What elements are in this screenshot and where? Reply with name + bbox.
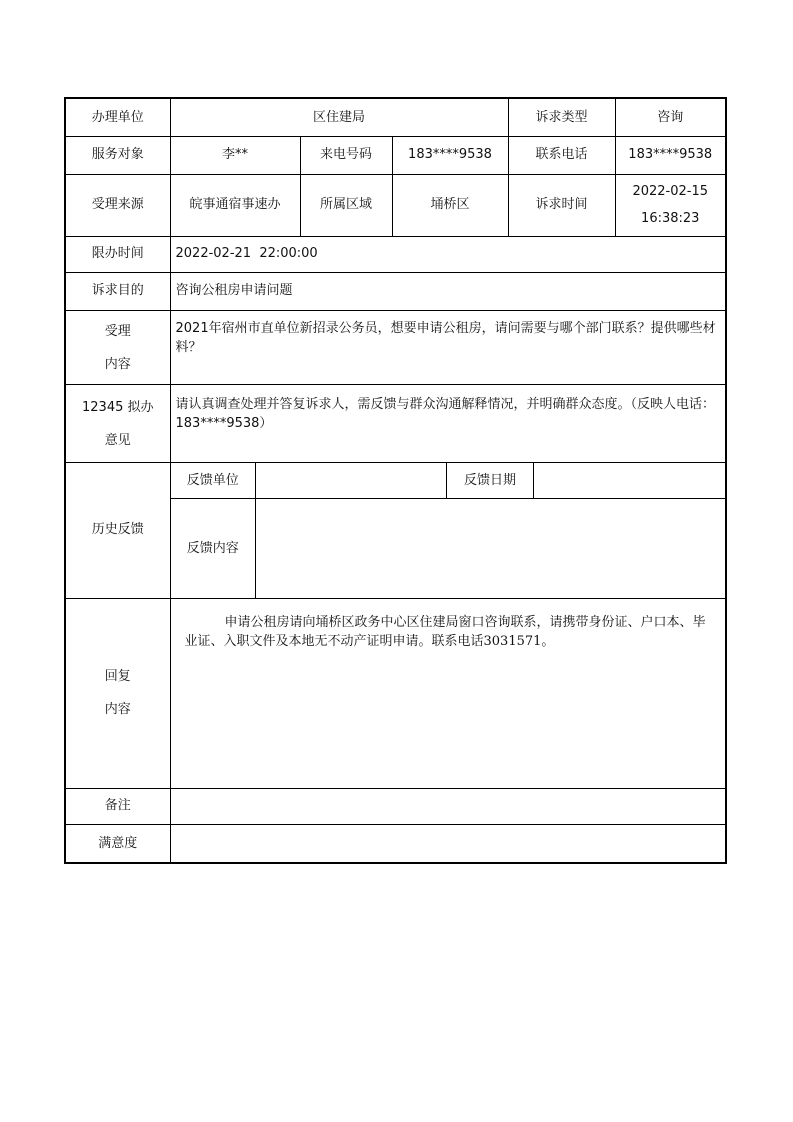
opinion-label-line2: 意见 bbox=[104, 433, 131, 448]
history-row-unit-date bbox=[171, 463, 727, 499]
region-label: 所属区域 bbox=[300, 174, 392, 236]
request-type-value: 咨询 bbox=[615, 98, 726, 136]
row-opinion bbox=[65, 384, 726, 462]
row-purpose bbox=[65, 272, 726, 310]
request-time-label: 诉求时间 bbox=[508, 174, 615, 236]
region-value: 埇桥区 bbox=[392, 174, 508, 236]
complaint-form-table bbox=[64, 97, 727, 864]
service-target-value: 李** bbox=[170, 136, 300, 174]
row-remark bbox=[65, 788, 726, 824]
reply-label-line1: 回复 bbox=[104, 668, 131, 684]
satisfaction-label: 满意度 bbox=[65, 824, 170, 863]
feedback-unit-label: 反馈单位 bbox=[171, 463, 256, 499]
row-satisfaction bbox=[65, 824, 726, 863]
service-target-label: 服务对象 bbox=[65, 136, 170, 174]
history-feedback-table bbox=[171, 463, 727, 598]
history-feedback-label: 历史反馈 bbox=[65, 462, 170, 598]
feedback-content-label: 反馈内容 bbox=[171, 499, 256, 598]
feedback-content-value bbox=[256, 499, 727, 598]
remark-label: 备注 bbox=[65, 788, 170, 824]
contact-phone-value: 183****9538 bbox=[615, 136, 726, 174]
handling-unit-value: 区住建局 bbox=[170, 98, 508, 136]
feedback-unit-value bbox=[256, 463, 447, 499]
remark-value bbox=[170, 788, 726, 824]
row-reply bbox=[65, 598, 726, 788]
request-type-label: 诉求类型 bbox=[508, 98, 615, 136]
row-source bbox=[65, 174, 726, 236]
handling-unit-label: 办理单位 bbox=[65, 98, 170, 136]
row-history-feedback bbox=[65, 462, 726, 598]
source-value: 皖事通宿事速办 bbox=[170, 174, 300, 236]
accepted-content-label bbox=[65, 310, 170, 384]
opinion-label bbox=[65, 384, 170, 462]
purpose-value: 咨询公租房申请问题 bbox=[170, 272, 726, 310]
caller-number-label: 来电号码 bbox=[300, 136, 392, 174]
row-service-target bbox=[65, 136, 726, 174]
accepted-content-label-line1: 受理 bbox=[104, 323, 131, 339]
request-time-clock: 16:38:23 bbox=[641, 210, 700, 226]
request-time-value bbox=[615, 174, 726, 236]
deadline-value: 2022-02-21 22:00:00 bbox=[170, 236, 726, 272]
purpose-label: 诉求目的 bbox=[65, 272, 170, 310]
reply-label-line2: 内容 bbox=[104, 702, 131, 717]
opinion-label-line1: 12345 拟办 bbox=[82, 399, 154, 415]
deadline-label: 限办时间 bbox=[65, 236, 170, 272]
opinion-value: 请认真调查处理并答复诉求人，需反馈与群众沟通解释情况，并明确群众态度。（反映人电话：183****9538） bbox=[170, 384, 726, 462]
reply-label bbox=[65, 598, 170, 788]
row-deadline bbox=[65, 236, 726, 272]
accepted-content-label-line2: 内容 bbox=[104, 357, 131, 372]
reply-content-value: 申请公租房请向埇桥区政务中心区住建局窗口咨询联系，请携带身份证、户口本、毕业证、入职文件及本地无不动产证明申请。联系电话3031571。 bbox=[170, 598, 726, 788]
feedback-date-label: 反馈日期 bbox=[447, 463, 534, 499]
history-row-content bbox=[171, 499, 727, 598]
source-label: 受理来源 bbox=[65, 174, 170, 236]
row-handling-unit bbox=[65, 98, 726, 136]
contact-phone-label: 联系电话 bbox=[508, 136, 615, 174]
row-accepted-content bbox=[65, 310, 726, 384]
feedback-date-value bbox=[534, 463, 727, 499]
satisfaction-value bbox=[170, 824, 726, 863]
accepted-content-value: 2021年宿州市直单位新招录公务员，想要申请公租房，请问需要与哪个部门联系？提供哪些材料？ bbox=[170, 310, 726, 384]
caller-number-value: 183****9538 bbox=[392, 136, 508, 174]
history-feedback-block bbox=[170, 462, 726, 598]
request-time-date: 2022-02-15 bbox=[632, 184, 709, 199]
